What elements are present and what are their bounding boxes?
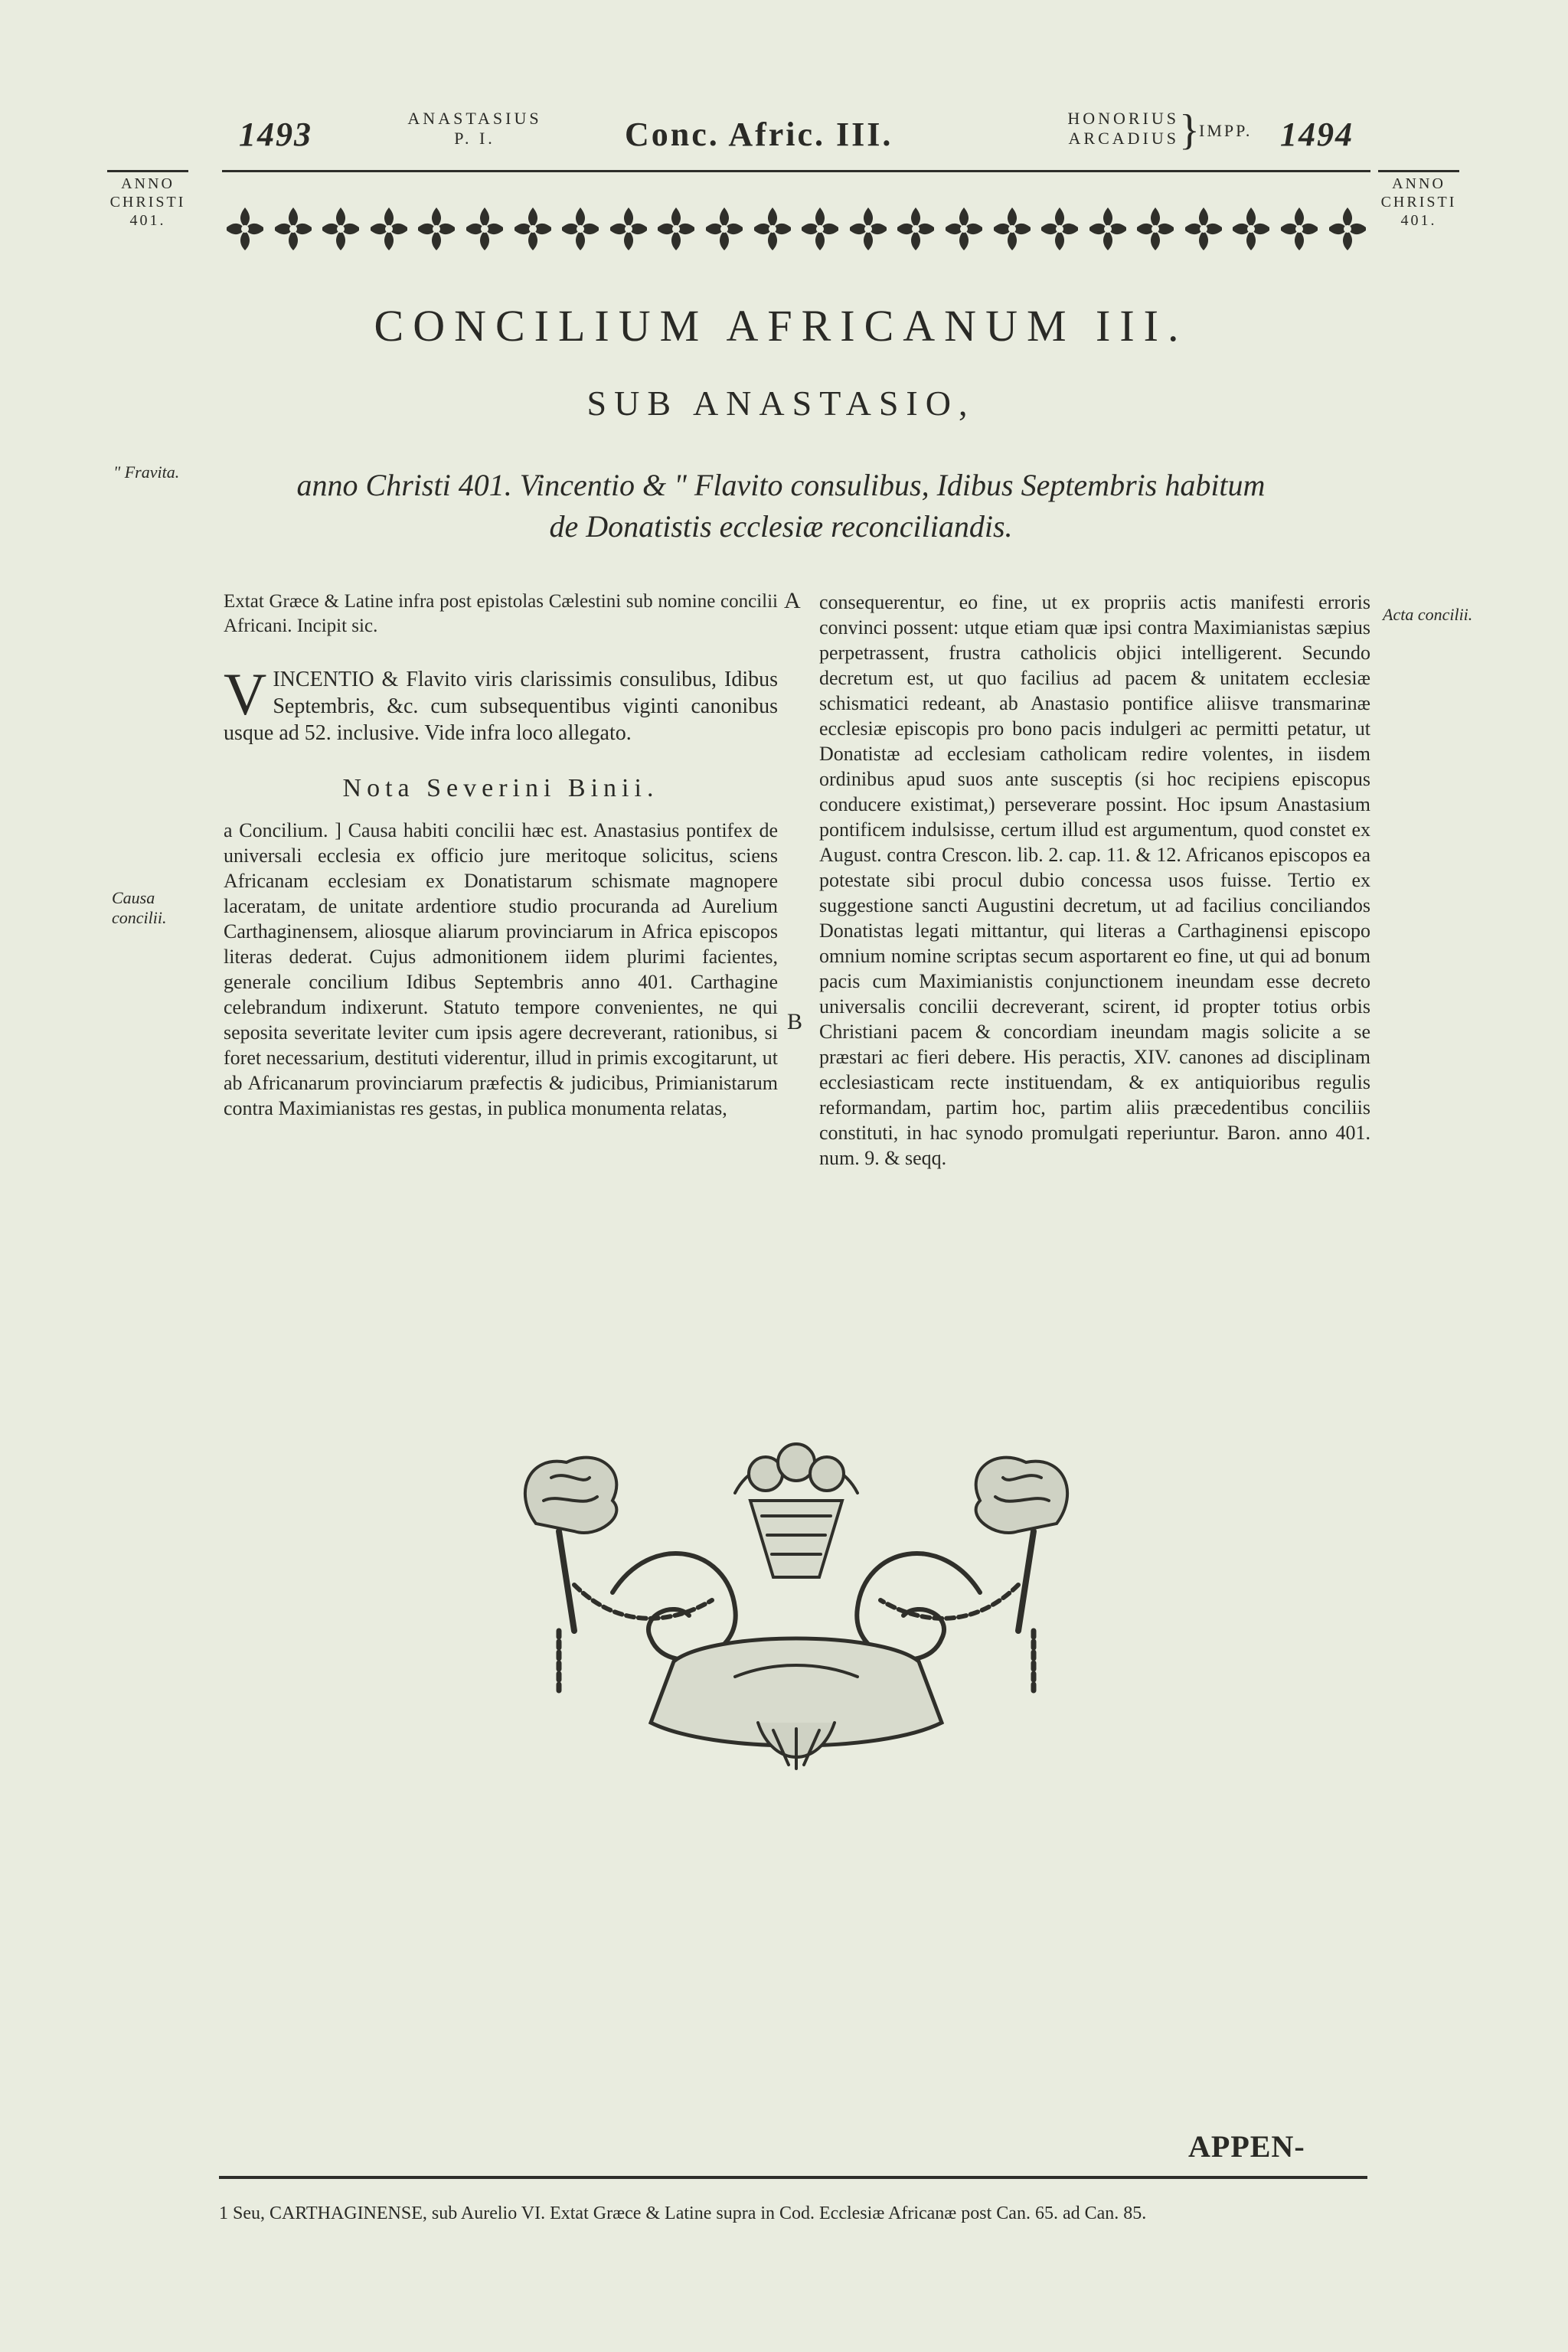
fleuron-icon: [1278, 204, 1321, 253]
anno-right-l1: ANNO: [1392, 175, 1446, 192]
fleuron-icon: [1326, 204, 1369, 253]
anno-left-l3: 401.: [129, 212, 166, 229]
footnote-rule: [219, 2176, 1367, 2179]
fleuron-icon: [368, 204, 410, 253]
title-description-line2: de Donatistis ecclesiæ reconciliandis.: [549, 509, 1013, 544]
fleuron-icon: [894, 204, 937, 253]
fleuron-icon: [415, 204, 458, 253]
fleuron-icon: [1134, 204, 1177, 253]
title-description-line1: anno Christi 401. Vincentio & " Flavito consulibus, Idibus Septembris habitum: [296, 468, 1266, 502]
nota-text: a Concilium. ] Causa habiti concilii hæc est. Anastasius pontifex de universali ecclesia ex officio jure meritoque solicitus, sciens Africanam ecclesiam ex Donatistarum schismate magnopere laceratam, de unitate ardentiore studio procuranda ad Aurelium Carthaginensem, aliosque aliarum provinciarum in Africa episcopos literas dederat. Cujus admonitionem iidem plurimi facientes, generale concilium Idibus Septembris anno 401. Carthagine celebrandum indixerunt. Statuto tempore convenientes, ne qui seposita severitate leviter cum ipsis agere decreverant, rationibus, si foret necessarium, destituti viderentur, illud in primis excogitarunt, ut ab Africanarum provinciarum præfectis & judicibus, Primianistarum contra Maximianistas res gestas, in publica monumenta relatas,: [224, 819, 778, 1119]
fleuron-icon: [511, 204, 554, 253]
fleuron-icon: [799, 204, 841, 253]
margin-note-causa: Causa concilii.: [112, 888, 167, 927]
emperors-line2: ARCADIUS: [1068, 129, 1179, 148]
fleuron-icon: [942, 204, 985, 253]
intro-paragraph: Extat Græce & Latine infra post epistolas Cælestini sub nomine concilii Africani. Incipit sic.: [224, 591, 778, 636]
emperors-label: [1034, 109, 1179, 149]
incipit-text: INCENTIO & Flavito viris clarissimis consulibus, Idibus Septembris, &c. cum subsequentibus viginti canonibus usque ad 52. inclusive. Vide infra loco allegato.: [224, 668, 778, 745]
fleuron-icon: [272, 204, 315, 253]
anno-left-l1: ANNO: [121, 175, 175, 192]
pope-label: [390, 109, 559, 149]
fleuron-icon: [751, 204, 794, 253]
nota-heading: Nota Severini Binii.: [342, 774, 659, 802]
brace-icon: }: [1179, 106, 1200, 154]
running-title: Conc. Afric. III.: [625, 116, 893, 153]
emperors-line1: HONORIUS: [1067, 109, 1179, 128]
impp-label: IMPP.: [1199, 121, 1253, 140]
incipit-paragraph: [224, 661, 778, 746]
council-subtitle: SUB ANASTASIO,: [586, 384, 975, 423]
fleuron-icon: [1230, 204, 1272, 253]
engraved-vignette: [482, 1432, 1110, 1784]
anno-left-rule: [107, 170, 188, 172]
margin-note-fravita: " Fravita.: [113, 462, 180, 482]
folio-right: 1494: [1280, 116, 1354, 153]
fleuron-icon: [463, 204, 506, 253]
footnote: 1 Seu, CARTHAGINENSE, sub Aurelio VI. Extat Græce & Latine supra in Cod. Ecclesiæ Africanæ post Can. 65. ad Can. 85.: [219, 2203, 1147, 2223]
right-column: [819, 590, 1370, 1171]
catchword: APPEN-: [1188, 2129, 1305, 2164]
anno-right-rule: [1378, 170, 1459, 172]
fleuron-icon: [1086, 204, 1129, 253]
anno-left: [104, 175, 191, 230]
column-letter-a: A: [784, 588, 801, 613]
fleuron-icon: [1182, 204, 1225, 253]
anno-left-l2: CHRISTI: [109, 194, 186, 211]
fleuron-icon: [559, 204, 602, 253]
council-title: CONCILIUM AFRICANUM III.: [374, 301, 1188, 351]
fleuron-icon: [655, 204, 697, 253]
pope-line2: P. I.: [454, 129, 495, 148]
right-column-text: consequerentur, eo fine, ut ex propriis actis manifesti erroris convinci possent: utque etiam quæ ipsi contra Maximianistas sæpius perpetrassent, frustra catholicis objici intelligerent. Secundo decretum est, ut quo facilius ad pacem & unitatem ecclesiæ schismatici redeant, ab Anastasio pontifice aliisve transmarinæ ecclesiæ episcopis pro bono pacis indulgeri ac permitti petatur, ut Donatistæ ad ecclesiam catholicam redire volentes, in iisdem ordinibus apud suos ante susceptis (si hoc recipiens episcopus conducere existimat,) perseverare possint. Hoc ipsum Anastasium pontificem indulsisse, certum illud est argumentum, quod constet ex August. contra Crescon. lib. 2. cap. 11. & 12. Africanos episcopos ea potestate sibi procul dubio concessa usos fuisse. Tertio ex suggestione sancti Augustini decretum, ut ad facilius conciliandos Donatistas legati mittantur, qui literas a Carthaginensi episcopo omnium nomine scriptas secum asportarent eo fine, ut qui ad bonum pacis cum Maximianistis conjunctionem ineundam esse decreto universalis concilii decreverant, scirent, id propter totius orbis Christiani pacem & concordiam ineundam magis solicite a se præstari ac fieri debere. His peractis, XIV. canones ad disciplinam ecclesiasticam recte instituendam, & ex antiquioribus regulis reformandam, partim hoc, partim aliis præcedentibus conciliis constituti, in hac synodo promulgati reperiuntur. Baron. anno 401. num. 9. & seqq.: [819, 591, 1370, 1169]
pope-line1: ANASTASIUS: [407, 109, 542, 128]
fleuron-icon: [224, 204, 266, 253]
fleuron-band: [224, 201, 1369, 257]
drop-cap: V: [224, 661, 267, 727]
fleuron-icon: [703, 204, 746, 253]
anno-right: [1375, 175, 1462, 230]
left-column: [224, 590, 778, 1121]
fleuron-icon: [1038, 204, 1081, 253]
anno-right-l2: CHRISTI: [1380, 194, 1457, 211]
fleuron-icon: [847, 204, 890, 253]
anno-right-l3: 401.: [1400, 212, 1437, 229]
margin-note-acta: Acta concilii.: [1383, 605, 1473, 624]
fleuron-icon: [991, 204, 1034, 253]
header-rule: [222, 170, 1370, 172]
fleuron-icon: [607, 204, 650, 253]
folio-left: 1493: [239, 116, 312, 153]
column-letter-b: B: [787, 1009, 803, 1034]
fleuron-icon: [319, 204, 362, 253]
